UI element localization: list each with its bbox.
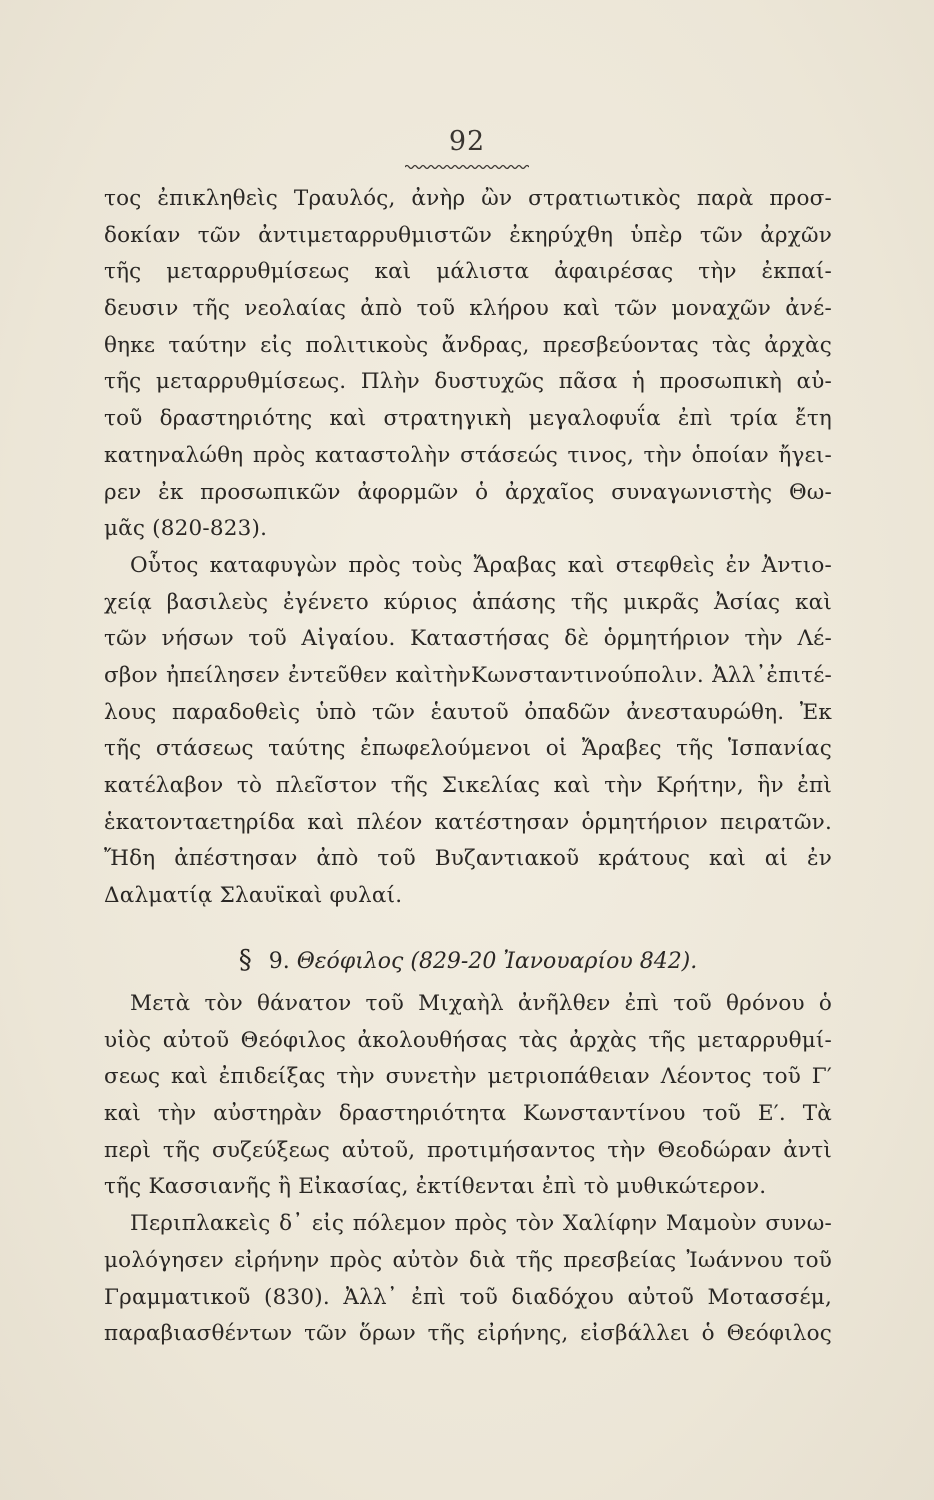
text-line: μολόγησεν εἰρήνην πρὸς αὐτὸν διὰ τῆς πρεσβείας Ἰωάννου τοῦ <box>104 1247 832 1273</box>
text-line: Δαλματίᾳ Σλαυϊκαὶ φυλαί. <box>104 883 403 909</box>
section-number: 9. <box>268 949 290 974</box>
text-line: τῆς μεταρρυθμίσεως καὶ μάλιστα ἀφαιρέσας τὴν ἐκπαί- <box>104 259 832 285</box>
section-heading <box>104 940 832 980</box>
text-line: Μετὰ τὸν θάνατον τοῦ Μιχαὴλ ἀνῆλθεν ἐπὶ τοῦ θρόνου ὁ <box>130 991 832 1016</box>
text-line: τῆς μεταρρυθμίσεως. Πλὴν δυστυχῶς πᾶσα ἡ προσωπικὴ αὐ- <box>104 369 832 395</box>
section-dates: (829-20 Ἰανουαρίου 842). <box>410 949 698 974</box>
text-line: σεως καὶ ἐπιδείξας τὴν συνετὴν μετριοπάθειαν Λέοντος τοῦ Γ′ <box>104 1064 832 1090</box>
text-line: Οὗτος καταφυγὼν πρὸς τοὺς Ἄραβας καὶ στεφθεὶς ἐν Ἀντιο- <box>130 552 832 578</box>
text-line: τοῦ δραστηριότης καὶ στρατηγικὴ μεγαλοφυΐα ἐπὶ τρία ἔτη <box>104 406 832 432</box>
text-line: θηκε ταύτην εἰς πολιτικοὺς ἄνδρας, πρεσβεύοντας τὰς ἀρχὰς <box>104 332 832 358</box>
text-line: Περιπλακεὶς δ᾽ εἰς πόλεμον πρὸς τὸν Χαλίφην Μαμοὺν συνω- <box>130 1211 832 1237</box>
main-text-upper <box>104 181 832 915</box>
text-line: χείᾳ βασιλεὺς ἐγένετο κύριος ἁπάσης τῆς μικρᾶς Ἀσίας καὶ <box>104 589 832 615</box>
text-line: Ἤδη ἀπέστησαν ἀπὸ τοῦ Βυζαντιακοῦ κράτους καὶ αἱ ἐν <box>104 846 832 872</box>
text-line: κατέλαβον τὸ πλεῖστον τῆς Σικελίας καὶ τὴν Κρήτην, ἣν ἐπὶ <box>104 773 832 798</box>
text-line: ρεν ἐκ προσωπικῶν ἀφορμῶν ὁ ἀρχαῖος συναγωνιστὴς Θω- <box>104 479 832 505</box>
text-line: τῆς Κασσιανῆς ἢ Εἰκασίας, ἐκτίθενται ἐπὶ τὸ μυθικώτερον. <box>104 1174 767 1200</box>
text-line: λους παραδοθεὶς ὑπὸ τῶν ἑαυτοῦ ὀπαδῶν ἀνεσταυρώθη. Ἐκ <box>104 699 832 725</box>
text-line: μᾶς (820-823). <box>104 516 268 542</box>
text-line: παραβιασθέντων τῶν ὅρων τῆς εἰρήνης, εἰσβάλλει ὁ Θεόφιλος <box>104 1321 832 1347</box>
text-line: δοκίαν τῶν ἀντιμεταρρυθμιστῶν ἐκηρύχθη ὑπὲρ τῶν ἀρχῶν <box>104 222 832 248</box>
text-line: περὶ τῆς συζεύξεως αὐτοῦ, προτιμήσαντος τὴν Θεοδώραν ἀντὶ <box>104 1137 832 1163</box>
section-symbol: § <box>238 945 252 975</box>
wavy-rule-ornament <box>405 163 529 171</box>
text-line: τῆς στάσεως ταύτης ἐπωφελούμενοι οἱ Ἄραβες τῆς Ἱσπανίας <box>104 736 832 762</box>
text-line: τῶν νήσων τοῦ Αἰγαίου. Καταστήσας δὲ ὁρμητήριον τὴν Λέ- <box>104 626 832 652</box>
text-line: ἑκατονταετηρίδα καὶ πλέον κατέστησαν ὁρμητήριον πειρατῶν. <box>104 809 832 835</box>
text-line: τος ἐπικληθεὶς Τραυλός, ἀνὴρ ὢν στρατιωτικὸς παρὰ προσ- <box>104 186 832 211</box>
section-name: Θεόφιλος <box>296 949 404 974</box>
text-line: καὶ τὴν αὐστηρὰν δραστηριότητα Κωνσταντίνου τοῦ Ε′. Τὰ <box>104 1101 832 1127</box>
page-number: 92 <box>448 126 486 157</box>
text-line: κατηναλώθη πρὸς καταστολὴν στάσεώς τινος, τὴν ὁποίαν ἤγει- <box>104 442 832 468</box>
text-line: υἱὸς αὐτοῦ Θεόφιλος ἀκολουθήσας τὰς ἀρχὰς τῆς μεταρρυθμί- <box>104 1027 832 1053</box>
text-line: σβον ἠπείλησεν ἐντεῦθεν καὶτὴνΚωνσταντινούπολιν. Ἀλλ᾽ἐπιτέ- <box>104 662 832 688</box>
text-line: δευσιν τῆς νεολαίας ἀπὸ τοῦ κλήρου καὶ τῶν μοναχῶν ἀνέ- <box>104 296 832 322</box>
main-text-lower <box>104 986 832 1353</box>
text-line: Γραμματικοῦ (830). Ἀλλ᾽ ἐπὶ τοῦ διαδόχου αὐτοῦ Μοτασσέμ, <box>104 1284 832 1310</box>
